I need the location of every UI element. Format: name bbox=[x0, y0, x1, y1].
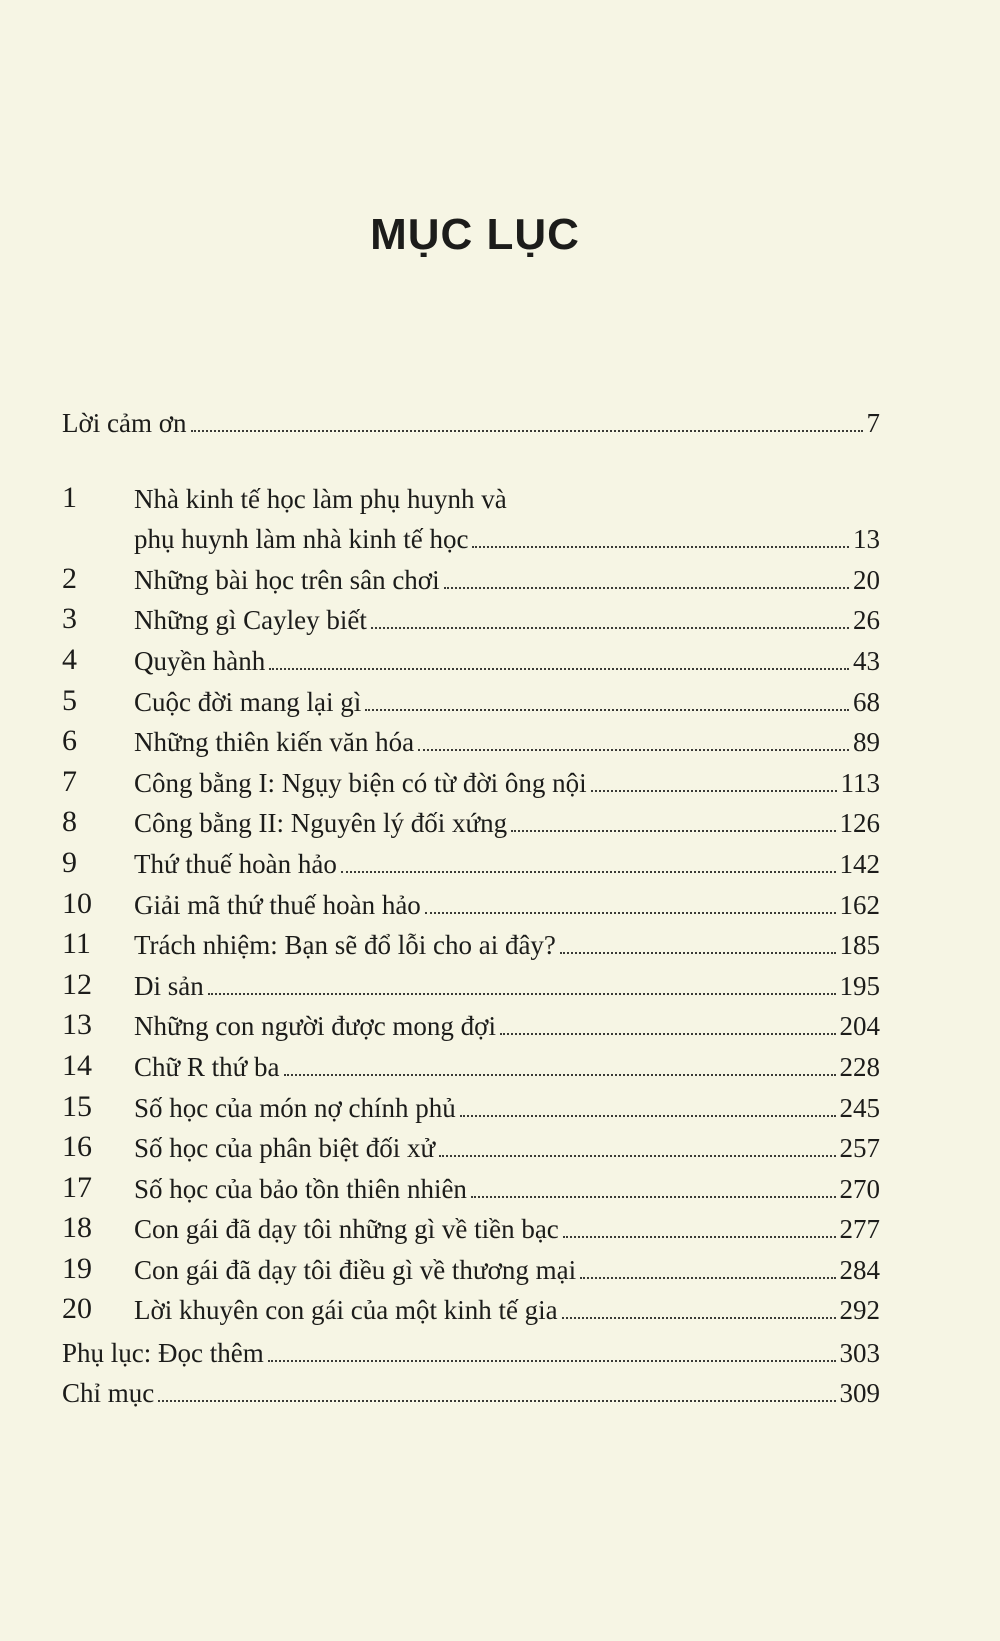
toc-entry-title: Chữ R thứ ba bbox=[134, 1051, 280, 1082]
toc-entry-body bbox=[134, 526, 880, 553]
dot-leader bbox=[208, 993, 836, 995]
toc-chapters bbox=[62, 476, 880, 1328]
toc-entry-body bbox=[134, 767, 880, 798]
toc-entry[interactable] bbox=[62, 801, 880, 842]
toc-entry-body bbox=[134, 1297, 880, 1324]
toc-entry-title: Số học của món nợ chính phủ bbox=[134, 1092, 456, 1123]
toc-entry-body bbox=[62, 1380, 880, 1407]
dot-leader bbox=[444, 587, 849, 589]
chapter-number: 12 bbox=[62, 967, 92, 1001]
toc-entry[interactable] bbox=[62, 720, 880, 761]
toc-entry[interactable] bbox=[62, 1166, 880, 1207]
toc-entry[interactable] bbox=[62, 557, 880, 598]
chapter-number: 2 bbox=[62, 561, 77, 595]
chapter-number: 15 bbox=[62, 1089, 92, 1123]
toc-entry-title: Giải mã thứ thuế hoàn hảo bbox=[134, 889, 421, 920]
dot-leader bbox=[439, 1155, 835, 1157]
toc-entry-title: Số học của phân biệt đối xử bbox=[134, 1133, 436, 1164]
dot-leader bbox=[191, 430, 863, 432]
toc-entry-title: Trách nhiệm: Bạn sẽ đổ lỗi cho ai đây? bbox=[134, 930, 556, 961]
chapter-number: 11 bbox=[62, 927, 91, 961]
toc-page-number: 245 bbox=[839, 1092, 880, 1123]
toc-entry[interactable] bbox=[62, 760, 880, 801]
toc-entry-title: Những thiên kiến văn hóa bbox=[134, 727, 415, 758]
dot-leader bbox=[418, 749, 849, 751]
toc-entry-body bbox=[134, 889, 880, 920]
toc-entry-body bbox=[134, 607, 880, 634]
dot-leader bbox=[471, 1196, 836, 1198]
chapter-number: 1 bbox=[62, 480, 77, 514]
chapter-number: 7 bbox=[62, 764, 77, 798]
toc-page-number: 68 bbox=[853, 686, 880, 717]
toc-entry-body bbox=[134, 1092, 880, 1123]
toc-entry-title: Công bằng I: Ngụy biện có từ đời ông nội bbox=[134, 767, 587, 798]
chapter-number: 8 bbox=[62, 805, 77, 839]
toc-page-number: 7 bbox=[866, 407, 880, 438]
toc-page-number: 20 bbox=[853, 564, 880, 595]
toc-entry-title: Di sản bbox=[134, 970, 204, 1001]
toc-entry[interactable] bbox=[62, 476, 880, 517]
toc-entry-body bbox=[134, 729, 880, 756]
toc-entry[interactable] bbox=[62, 923, 880, 964]
toc-entry-title: Con gái đã dạy tôi điều gì về thương mại bbox=[134, 1254, 577, 1285]
toc-entry[interactable] bbox=[62, 1371, 880, 1412]
chapter-number: 9 bbox=[62, 845, 77, 879]
chapter-number: 19 bbox=[62, 1251, 92, 1285]
toc-back bbox=[62, 1330, 880, 1411]
chapter-number: 6 bbox=[62, 724, 77, 758]
dot-leader bbox=[591, 790, 837, 792]
chapter-number: 5 bbox=[62, 683, 77, 717]
dot-leader bbox=[371, 627, 849, 629]
toc-page-number: 13 bbox=[853, 524, 880, 555]
toc-entry[interactable] bbox=[62, 841, 880, 882]
toc-page-number: 270 bbox=[839, 1173, 880, 1204]
toc-entry-body bbox=[62, 407, 880, 438]
toc-entry-body bbox=[134, 970, 880, 1001]
toc-page-number: 162 bbox=[839, 889, 880, 920]
chapter-number: 13 bbox=[62, 1008, 92, 1042]
toc-page-number: 257 bbox=[839, 1133, 880, 1164]
dot-leader bbox=[472, 546, 849, 548]
toc-entry[interactable] bbox=[62, 1247, 880, 1288]
dot-leader bbox=[269, 668, 849, 670]
toc-page-number: 185 bbox=[839, 930, 880, 961]
toc-entry-body bbox=[134, 1013, 880, 1040]
toc-entry-title: phụ huynh làm nhà kinh tế học bbox=[134, 524, 469, 555]
chapter-number: 3 bbox=[62, 602, 77, 636]
toc-page-number: 303 bbox=[839, 1337, 880, 1368]
toc-entry[interactable] bbox=[62, 638, 880, 679]
toc-entry[interactable] bbox=[62, 1207, 880, 1248]
toc-entry[interactable] bbox=[62, 400, 880, 441]
dot-leader bbox=[560, 952, 836, 954]
toc-front bbox=[62, 400, 880, 441]
toc-entry-title: Lời cảm ơn bbox=[62, 407, 187, 438]
toc-page-number: 277 bbox=[839, 1214, 880, 1245]
toc-entry-body bbox=[134, 564, 880, 595]
toc-page-number: 26 bbox=[853, 605, 880, 636]
toc-entry[interactable] bbox=[62, 963, 880, 1004]
dot-leader bbox=[580, 1277, 835, 1279]
toc-page-number: 292 bbox=[839, 1295, 880, 1326]
toc-entry[interactable] bbox=[62, 1126, 880, 1167]
toc-entry[interactable] bbox=[62, 679, 880, 720]
toc-entry-body bbox=[134, 1051, 880, 1082]
toc-page-number: 195 bbox=[839, 970, 880, 1001]
chapter-number: 17 bbox=[62, 1170, 92, 1204]
chapter-number: 16 bbox=[62, 1130, 92, 1164]
toc-entry-body bbox=[134, 810, 880, 837]
toc-page-number: 309 bbox=[839, 1378, 880, 1409]
toc-entry-title: Quyền hành bbox=[134, 645, 266, 676]
dot-leader bbox=[341, 871, 836, 873]
toc-entry-title: Thứ thuế hoàn hảo bbox=[134, 848, 337, 879]
toc-entry-body bbox=[62, 1337, 880, 1368]
dot-leader bbox=[562, 1317, 836, 1319]
dot-leader bbox=[511, 830, 835, 832]
dot-leader bbox=[158, 1400, 835, 1402]
dot-leader bbox=[284, 1074, 836, 1076]
toc-page-number: 142 bbox=[839, 848, 880, 879]
toc-entry-body bbox=[134, 932, 880, 959]
toc-entry[interactable] bbox=[62, 1085, 880, 1126]
toc-page-number: 43 bbox=[853, 645, 880, 676]
dot-leader bbox=[425, 912, 836, 914]
toc-entry-title: Cuộc đời mang lại gì bbox=[134, 686, 362, 717]
dot-leader bbox=[365, 709, 849, 711]
toc-entry[interactable] bbox=[62, 598, 880, 639]
toc-entry-body bbox=[134, 1254, 880, 1285]
dot-leader bbox=[460, 1115, 836, 1117]
toc-page-number: 126 bbox=[839, 808, 880, 839]
dot-leader bbox=[500, 1033, 836, 1035]
toc-entry-title: Những gì Cayley biết bbox=[134, 605, 367, 636]
toc-entry-title: Những bài học trên sân chơi bbox=[134, 564, 440, 595]
toc-entry-title: Số học của bảo tồn thiên nhiên bbox=[134, 1173, 467, 1204]
toc-page-number: 204 bbox=[839, 1011, 880, 1042]
toc-entry-title: Công bằng II: Nguyên lý đối xứng bbox=[134, 808, 508, 839]
chapter-number: 4 bbox=[62, 642, 77, 676]
dot-leader bbox=[268, 1360, 836, 1362]
toc-entry[interactable] bbox=[62, 517, 880, 558]
toc-entry[interactable] bbox=[62, 1004, 880, 1045]
toc-entry-body bbox=[134, 483, 880, 514]
toc-entry-body bbox=[134, 645, 880, 676]
chapter-number: 10 bbox=[62, 886, 92, 920]
toc-entry[interactable] bbox=[62, 1330, 880, 1371]
toc-entry-title: Con gái đã dạy tôi những gì về tiền bạc bbox=[134, 1214, 559, 1245]
toc-page-number: 284 bbox=[839, 1254, 880, 1285]
toc-entry-body bbox=[134, 1135, 880, 1162]
toc-entry[interactable] bbox=[62, 882, 880, 923]
toc-entry-body bbox=[134, 686, 880, 717]
toc-entry-body bbox=[134, 1216, 880, 1243]
toc-entry-body bbox=[134, 1173, 880, 1204]
dot-leader bbox=[563, 1236, 836, 1238]
toc-entry-title: Phụ lục: Đọc thêm bbox=[62, 1337, 264, 1368]
chapter-number: 20 bbox=[62, 1292, 92, 1326]
chapter-number: 18 bbox=[62, 1211, 92, 1245]
toc-entry-title: Nhà kinh tế học làm phụ huynh và bbox=[134, 483, 507, 514]
toc-page-number: 89 bbox=[853, 727, 880, 758]
page-title: MỤC LỤC bbox=[370, 210, 580, 259]
toc-entry[interactable] bbox=[62, 1044, 880, 1085]
toc-entry[interactable] bbox=[62, 1288, 880, 1329]
toc-entry-body bbox=[134, 848, 880, 879]
toc-page-number: 113 bbox=[840, 767, 880, 798]
toc-page-number: 228 bbox=[839, 1051, 880, 1082]
toc-entry-title: Những con người được mong đợi bbox=[134, 1011, 496, 1042]
toc-entry-title: Chỉ mục bbox=[62, 1378, 155, 1409]
toc-entry-title: Lời khuyên con gái của một kinh tế gia bbox=[134, 1295, 558, 1326]
chapter-number: 14 bbox=[62, 1048, 92, 1082]
